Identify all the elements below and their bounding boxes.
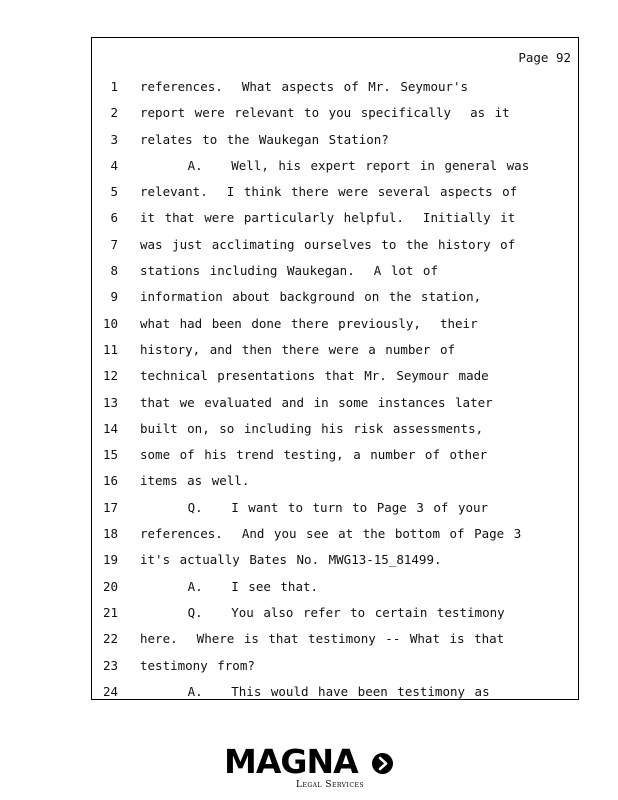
magna-logo: [224, 744, 394, 794]
line-number: 16: [102, 473, 118, 489]
line-number: 19: [102, 552, 118, 568]
transcript-line: [92, 495, 578, 521]
line-text: report were relevant to you specifically as it: [140, 105, 510, 121]
line-number: 10: [102, 315, 118, 331]
line-text: it that were particularly helpful. Initially it: [140, 210, 516, 226]
transcript-line: [92, 284, 578, 310]
line-text: A. This would have been testimony as: [140, 683, 490, 699]
transcript-line: [92, 468, 578, 494]
line-number: 18: [102, 526, 118, 542]
transcript-lines: [92, 74, 578, 705]
line-text: references. And you see at the bottom of Page 3: [140, 526, 522, 542]
transcript-line: [92, 679, 578, 705]
line-number: 14: [102, 420, 118, 436]
transcript-line: [92, 363, 578, 389]
transcript-line: [92, 337, 578, 363]
line-text: some of his trend testing, a number of other: [140, 447, 488, 463]
line-text: relates to the Waukegan Station?: [140, 131, 389, 147]
line-text: information about background on the station,: [140, 289, 482, 305]
line-text: references. What aspects of Mr. Seymour's: [140, 79, 469, 94]
line-number: 3: [110, 131, 118, 147]
line-text: what had been done there previously, their: [140, 315, 478, 331]
line-number: 7: [110, 236, 118, 252]
line-number: 8: [110, 263, 118, 279]
line-number: 20: [102, 578, 118, 594]
line-text: items as well.: [140, 473, 250, 489]
line-number: 1: [110, 79, 118, 94]
line-text: history, and then there were a number of: [140, 341, 456, 357]
transcript-line: [92, 521, 578, 547]
line-number: 9: [110, 289, 118, 305]
line-text: was just acclimating ourselves to the history of: [140, 236, 516, 252]
transcript-line: [92, 258, 578, 284]
logo-wordmark: MAGNA: [224, 742, 358, 781]
transcript-line: [92, 574, 578, 600]
transcript-page: [91, 37, 579, 700]
transcript-line: [92, 390, 578, 416]
transcript-line: [92, 153, 578, 179]
transcript-line: [92, 74, 578, 100]
line-number: 13: [102, 394, 118, 410]
line-text: A. Well, his expert report in general was: [140, 157, 530, 173]
line-number: 15: [102, 447, 118, 463]
transcript-line: [92, 547, 578, 573]
line-text: relevant. I think there were several aspects of: [140, 184, 518, 200]
line-number: 6: [110, 210, 118, 226]
transcript-line: [92, 179, 578, 205]
transcript-line: [92, 311, 578, 337]
transcript-line: [92, 416, 578, 442]
line-text: Q. I want to turn to Page 3 of your: [140, 499, 489, 515]
line-number: 21: [102, 604, 118, 620]
transcript-line: [92, 653, 578, 679]
line-number: 5: [110, 184, 118, 200]
line-text: built on, so including his risk assessments,: [140, 420, 484, 436]
line-text: A. I see that.: [140, 578, 319, 594]
line-number: 22: [102, 631, 118, 647]
transcript-line: [92, 100, 578, 126]
transcript-line: [92, 127, 578, 153]
transcript-line: [92, 442, 578, 468]
line-text: stations including Waukegan. A lot of: [140, 263, 438, 279]
line-number: 4: [110, 157, 118, 173]
line-text: that we evaluated and in some instances later: [140, 394, 493, 410]
line-number: 12: [102, 368, 118, 384]
line-text: technical presentations that Mr. Seymour made: [140, 368, 489, 384]
line-number: 24: [102, 683, 118, 699]
right-arrow-circle-icon: [372, 753, 393, 774]
line-number: 23: [102, 657, 118, 673]
line-text: here. Where is that testimony -- What is that: [140, 631, 505, 647]
transcript-line: [92, 232, 578, 258]
transcript-line: [92, 626, 578, 652]
page-number: Page 92: [518, 50, 571, 65]
line-text: it's actually Bates No. MWG13-15_81499.: [140, 552, 442, 568]
line-number: 2: [110, 105, 118, 121]
line-number: 11: [102, 341, 118, 357]
line-text: testimony from?: [140, 657, 255, 673]
line-number: 17: [102, 499, 118, 515]
transcript-line: [92, 600, 578, 626]
line-text: Q. You also refer to certain testimony: [140, 604, 505, 620]
logo-subtitle: Legal Services: [296, 780, 364, 790]
transcript-line: [92, 205, 578, 231]
